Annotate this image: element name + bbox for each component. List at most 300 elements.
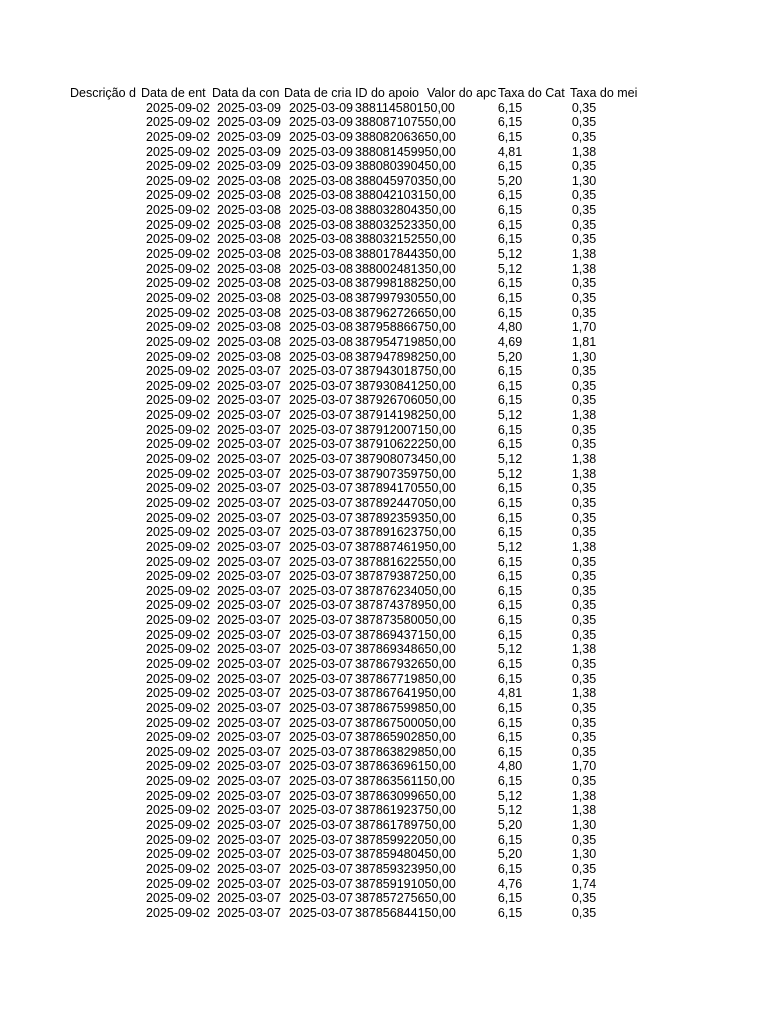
cell-taxa-meio[interactable]: 0,35 [571, 276, 597, 291]
cell-data-entrada[interactable]: 2025-09-02 [146, 569, 210, 584]
cell-taxa-catarse[interactable]: 6,15 [497, 437, 523, 452]
cell-data-conclusao[interactable]: 2025-03-08 [217, 173, 281, 188]
cell-id-valor[interactable]: 387869348650,00 [355, 642, 456, 657]
cell-taxa-catarse[interactable]: 6,15 [497, 495, 523, 510]
cell-taxa-meio[interactable]: 0,35 [571, 700, 597, 715]
cell-taxa-meio[interactable]: 0,35 [571, 656, 597, 671]
cell-id-valor[interactable]: 387894170550,00 [355, 481, 456, 496]
cell-taxa-catarse[interactable]: 6,15 [497, 115, 523, 130]
cell-data-criacao[interactable]: 2025-03-07 [289, 554, 353, 569]
cell-data-conclusao[interactable]: 2025-03-07 [217, 408, 281, 423]
cell-taxa-meio[interactable]: 0,35 [571, 393, 597, 408]
cell-id-valor[interactable]: 388087107550,00 [355, 115, 456, 130]
cell-id-valor[interactable]: 387857275650,00 [355, 891, 456, 906]
cell-id-valor[interactable]: 387869437150,00 [355, 627, 456, 642]
cell-taxa-meio[interactable]: 1,81 [571, 334, 597, 349]
cell-data-criacao[interactable]: 2025-03-07 [289, 393, 353, 408]
cell-data-criacao[interactable]: 2025-03-07 [289, 481, 353, 496]
cell-data-conclusao[interactable]: 2025-03-08 [217, 232, 281, 247]
cell-taxa-catarse[interactable]: 6,15 [497, 744, 523, 759]
cell-id-valor[interactable]: 387867500050,00 [355, 715, 456, 730]
cell-data-entrada[interactable]: 2025-09-02 [146, 818, 210, 833]
cell-data-entrada[interactable]: 2025-09-02 [146, 115, 210, 130]
cell-data-conclusao[interactable]: 2025-03-08 [217, 188, 281, 203]
cell-taxa-meio[interactable]: 0,35 [571, 774, 597, 789]
cell-data-entrada[interactable]: 2025-09-02 [146, 510, 210, 525]
cell-data-criacao[interactable]: 2025-03-07 [289, 671, 353, 686]
cell-data-criacao[interactable]: 2025-03-07 [289, 627, 353, 642]
cell-data-conclusao[interactable]: 2025-03-07 [217, 891, 281, 906]
cell-data-criacao[interactable]: 2025-03-08 [289, 290, 353, 305]
cell-data-conclusao[interactable]: 2025-03-07 [217, 437, 281, 452]
cell-data-criacao[interactable]: 2025-03-07 [289, 364, 353, 379]
cell-id-valor[interactable]: 387997930550,00 [355, 290, 456, 305]
cell-data-conclusao[interactable]: 2025-03-07 [217, 525, 281, 540]
cell-data-entrada[interactable]: 2025-09-02 [146, 525, 210, 540]
cell-id-valor[interactable]: 387914198250,00 [355, 408, 456, 423]
cell-data-entrada[interactable]: 2025-09-02 [146, 583, 210, 598]
cell-taxa-meio[interactable]: 0,35 [571, 715, 597, 730]
cell-taxa-catarse[interactable]: 5,20 [497, 847, 523, 862]
cell-data-conclusao[interactable]: 2025-03-07 [217, 905, 281, 920]
cell-data-criacao[interactable]: 2025-03-07 [289, 730, 353, 745]
cell-data-criacao[interactable]: 2025-03-08 [289, 334, 353, 349]
cell-id-valor[interactable]: 387859191050,00 [355, 876, 456, 891]
cell-data-entrada[interactable]: 2025-09-02 [146, 744, 210, 759]
cell-data-entrada[interactable]: 2025-09-02 [146, 554, 210, 569]
cell-taxa-catarse[interactable]: 6,15 [497, 203, 523, 218]
cell-data-entrada[interactable]: 2025-09-02 [146, 656, 210, 671]
cell-id-valor[interactable]: 388081459950,00 [355, 144, 456, 159]
cell-taxa-catarse[interactable]: 4,81 [497, 144, 523, 159]
header-valor-apoio[interactable]: Valor do apc [427, 86, 497, 100]
cell-taxa-catarse[interactable]: 6,15 [497, 364, 523, 379]
cell-taxa-catarse[interactable]: 6,15 [497, 905, 523, 920]
cell-data-criacao[interactable]: 2025-03-08 [289, 305, 353, 320]
cell-data-criacao[interactable]: 2025-03-07 [289, 525, 353, 540]
cell-data-conclusao[interactable]: 2025-03-07 [217, 876, 281, 891]
cell-data-conclusao[interactable]: 2025-03-07 [217, 627, 281, 642]
cell-id-valor[interactable]: 387876234050,00 [355, 583, 456, 598]
cell-data-conclusao[interactable]: 2025-03-07 [217, 818, 281, 833]
cell-taxa-catarse[interactable]: 4,81 [497, 686, 523, 701]
cell-taxa-catarse[interactable]: 6,15 [497, 129, 523, 144]
cell-data-entrada[interactable]: 2025-09-02 [146, 730, 210, 745]
cell-taxa-catarse[interactable]: 6,15 [497, 832, 523, 847]
cell-taxa-meio[interactable]: 1,30 [571, 173, 597, 188]
cell-data-entrada[interactable]: 2025-09-02 [146, 642, 210, 657]
cell-id-valor[interactable]: 388082063650,00 [355, 129, 456, 144]
cell-id-valor[interactable]: 388002481350,00 [355, 261, 456, 276]
cell-taxa-catarse[interactable]: 6,15 [497, 510, 523, 525]
cell-taxa-catarse[interactable]: 5,12 [497, 408, 523, 423]
cell-taxa-catarse[interactable]: 5,12 [497, 466, 523, 481]
cell-taxa-meio[interactable]: 0,35 [571, 744, 597, 759]
cell-data-entrada[interactable]: 2025-09-02 [146, 232, 210, 247]
cell-taxa-meio[interactable]: 1,38 [571, 408, 597, 423]
cell-taxa-catarse[interactable]: 4,80 [497, 320, 523, 335]
cell-id-valor[interactable]: 387892447050,00 [355, 495, 456, 510]
cell-taxa-catarse[interactable]: 6,15 [497, 700, 523, 715]
cell-id-valor[interactable]: 387867599850,00 [355, 700, 456, 715]
cell-taxa-meio[interactable]: 0,35 [571, 510, 597, 525]
cell-data-conclusao[interactable]: 2025-03-08 [217, 320, 281, 335]
cell-taxa-catarse[interactable]: 6,15 [497, 481, 523, 496]
cell-data-conclusao[interactable]: 2025-03-08 [217, 334, 281, 349]
cell-data-conclusao[interactable]: 2025-03-08 [217, 305, 281, 320]
cell-taxa-meio[interactable]: 0,35 [571, 569, 597, 584]
cell-data-conclusao[interactable]: 2025-03-07 [217, 510, 281, 525]
cell-id-valor[interactable]: 387879387250,00 [355, 569, 456, 584]
cell-taxa-meio[interactable]: 0,35 [571, 861, 597, 876]
cell-id-valor[interactable]: 387867932650,00 [355, 656, 456, 671]
cell-data-conclusao[interactable]: 2025-03-09 [217, 115, 281, 130]
cell-id-valor[interactable]: 387863829850,00 [355, 744, 456, 759]
cell-taxa-catarse[interactable]: 5,12 [497, 803, 523, 818]
cell-taxa-catarse[interactable]: 6,15 [497, 393, 523, 408]
cell-taxa-meio[interactable]: 1,38 [571, 452, 597, 467]
cell-taxa-meio[interactable]: 0,35 [571, 583, 597, 598]
cell-data-entrada[interactable]: 2025-09-02 [146, 173, 210, 188]
cell-id-valor[interactable]: 387910622250,00 [355, 437, 456, 452]
cell-data-criacao[interactable]: 2025-03-08 [289, 276, 353, 291]
cell-data-entrada[interactable]: 2025-09-02 [146, 144, 210, 159]
cell-data-entrada[interactable]: 2025-09-02 [146, 539, 210, 554]
cell-id-valor[interactable]: 387887461950,00 [355, 539, 456, 554]
cell-taxa-catarse[interactable]: 5,12 [497, 788, 523, 803]
cell-data-entrada[interactable]: 2025-09-02 [146, 100, 210, 115]
cell-id-valor[interactable]: 388080390450,00 [355, 159, 456, 174]
cell-id-valor[interactable]: 387863696150,00 [355, 759, 456, 774]
cell-data-criacao[interactable]: 2025-03-07 [289, 686, 353, 701]
cell-id-valor[interactable]: 387859323950,00 [355, 861, 456, 876]
cell-data-criacao[interactable]: 2025-03-07 [289, 539, 353, 554]
cell-id-valor[interactable]: 387943018750,00 [355, 364, 456, 379]
cell-id-valor[interactable]: 387859922050,00 [355, 832, 456, 847]
cell-id-valor[interactable]: 388032152550,00 [355, 232, 456, 247]
cell-data-criacao[interactable]: 2025-03-08 [289, 261, 353, 276]
cell-taxa-catarse[interactable]: 5,12 [497, 452, 523, 467]
cell-data-entrada[interactable]: 2025-09-02 [146, 247, 210, 262]
cell-data-entrada[interactable]: 2025-09-02 [146, 334, 210, 349]
cell-data-entrada[interactable]: 2025-09-02 [146, 129, 210, 144]
cell-id-valor[interactable]: 387881622550,00 [355, 554, 456, 569]
cell-data-criacao[interactable]: 2025-03-07 [289, 905, 353, 920]
cell-data-conclusao[interactable]: 2025-03-07 [217, 744, 281, 759]
cell-taxa-catarse[interactable]: 6,15 [497, 730, 523, 745]
cell-data-entrada[interactable]: 2025-09-02 [146, 686, 210, 701]
cell-id-valor[interactable]: 388114580150,00 [355, 100, 455, 115]
cell-id-valor[interactable]: 387874378950,00 [355, 598, 456, 613]
cell-data-criacao[interactable]: 2025-03-09 [289, 159, 353, 174]
cell-taxa-catarse[interactable]: 5,20 [497, 349, 523, 364]
cell-data-entrada[interactable]: 2025-09-02 [146, 188, 210, 203]
cell-data-entrada[interactable]: 2025-09-02 [146, 759, 210, 774]
cell-id-valor[interactable]: 387865902850,00 [355, 730, 456, 745]
cell-taxa-catarse[interactable]: 5,20 [497, 173, 523, 188]
cell-taxa-catarse[interactable]: 6,15 [497, 671, 523, 686]
cell-taxa-meio[interactable]: 0,35 [571, 730, 597, 745]
cell-taxa-catarse[interactable]: 6,15 [497, 305, 523, 320]
cell-data-conclusao[interactable]: 2025-03-08 [217, 261, 281, 276]
cell-data-criacao[interactable]: 2025-03-09 [289, 100, 353, 115]
cell-data-conclusao[interactable]: 2025-03-07 [217, 598, 281, 613]
cell-taxa-meio[interactable]: 1,38 [571, 788, 597, 803]
cell-taxa-catarse[interactable]: 5,12 [497, 642, 523, 657]
header-data-conclusao[interactable]: Data da con [212, 86, 280, 100]
cell-taxa-meio[interactable]: 1,38 [571, 642, 597, 657]
cell-data-entrada[interactable]: 2025-09-02 [146, 305, 210, 320]
cell-taxa-meio[interactable]: 0,35 [571, 671, 597, 686]
cell-id-valor[interactable]: 387867641950,00 [355, 686, 456, 701]
cell-id-valor[interactable]: 387859480450,00 [355, 847, 456, 862]
cell-id-valor[interactable]: 387962726650,00 [355, 305, 456, 320]
cell-taxa-catarse[interactable]: 5,12 [497, 261, 523, 276]
cell-data-conclusao[interactable]: 2025-03-07 [217, 861, 281, 876]
cell-data-criacao[interactable]: 2025-03-07 [289, 700, 353, 715]
cell-taxa-catarse[interactable]: 6,15 [497, 656, 523, 671]
cell-taxa-meio[interactable]: 0,35 [571, 627, 597, 642]
cell-data-conclusao[interactable]: 2025-03-07 [217, 832, 281, 847]
cell-id-valor[interactable]: 387907359750,00 [355, 466, 456, 481]
cell-data-criacao[interactable]: 2025-03-08 [289, 232, 353, 247]
cell-data-entrada[interactable]: 2025-09-02 [146, 261, 210, 276]
cell-id-valor[interactable]: 387867719850,00 [355, 671, 456, 686]
cell-data-entrada[interactable]: 2025-09-02 [146, 422, 210, 437]
cell-taxa-catarse[interactable]: 4,69 [497, 334, 523, 349]
cell-taxa-meio[interactable]: 0,35 [571, 598, 597, 613]
cell-taxa-meio[interactable]: 0,35 [571, 495, 597, 510]
cell-data-criacao[interactable]: 2025-03-08 [289, 349, 353, 364]
cell-taxa-meio[interactable]: 0,35 [571, 422, 597, 437]
cell-taxa-catarse[interactable]: 5,20 [497, 818, 523, 833]
cell-taxa-meio[interactable]: 0,35 [571, 613, 597, 628]
cell-data-criacao[interactable]: 2025-03-07 [289, 378, 353, 393]
cell-id-valor[interactable]: 388032523350,00 [355, 217, 456, 232]
cell-data-conclusao[interactable]: 2025-03-07 [217, 364, 281, 379]
cell-data-criacao[interactable]: 2025-03-09 [289, 115, 353, 130]
cell-data-criacao[interactable]: 2025-03-07 [289, 847, 353, 862]
cell-data-conclusao[interactable]: 2025-03-09 [217, 100, 281, 115]
cell-data-criacao[interactable]: 2025-03-08 [289, 203, 353, 218]
cell-taxa-meio[interactable]: 0,35 [571, 100, 597, 115]
cell-taxa-meio[interactable]: 0,35 [571, 305, 597, 320]
cell-data-conclusao[interactable]: 2025-03-07 [217, 613, 281, 628]
cell-id-valor[interactable]: 387863561150,00 [355, 774, 455, 789]
cell-id-valor[interactable]: 387863099650,00 [355, 788, 456, 803]
cell-data-conclusao[interactable]: 2025-03-09 [217, 159, 281, 174]
cell-data-conclusao[interactable]: 2025-03-07 [217, 378, 281, 393]
cell-data-conclusao[interactable]: 2025-03-07 [217, 656, 281, 671]
cell-data-conclusao[interactable]: 2025-03-07 [217, 803, 281, 818]
cell-taxa-meio[interactable]: 1,38 [571, 803, 597, 818]
cell-data-conclusao[interactable]: 2025-03-08 [217, 247, 281, 262]
cell-taxa-meio[interactable]: 1,38 [571, 686, 597, 701]
cell-id-valor[interactable]: 387892359350,00 [355, 510, 456, 525]
cell-taxa-meio[interactable]: 0,35 [571, 115, 597, 130]
cell-data-conclusao[interactable]: 2025-03-08 [217, 349, 281, 364]
cell-taxa-catarse[interactable]: 5,12 [497, 247, 523, 262]
cell-taxa-meio[interactable]: 1,38 [571, 261, 597, 276]
cell-id-valor[interactable]: 387947898250,00 [355, 349, 456, 364]
cell-data-entrada[interactable]: 2025-09-02 [146, 715, 210, 730]
header-taxa-meio[interactable]: Taxa do mei [570, 86, 638, 100]
cell-data-conclusao[interactable]: 2025-03-07 [217, 481, 281, 496]
cell-data-entrada[interactable]: 2025-09-02 [146, 627, 210, 642]
cell-data-entrada[interactable]: 2025-09-02 [146, 159, 210, 174]
cell-data-entrada[interactable]: 2025-09-02 [146, 613, 210, 628]
cell-data-criacao[interactable]: 2025-03-07 [289, 510, 353, 525]
cell-taxa-meio[interactable]: 0,35 [571, 232, 597, 247]
cell-data-conclusao[interactable]: 2025-03-07 [217, 759, 281, 774]
cell-taxa-catarse[interactable]: 6,15 [497, 232, 523, 247]
cell-taxa-catarse[interactable]: 4,76 [497, 876, 523, 891]
cell-taxa-meio[interactable]: 0,35 [571, 203, 597, 218]
header-id-apoio[interactable]: ID do apoio [355, 86, 419, 100]
cell-data-criacao[interactable]: 2025-03-07 [289, 818, 353, 833]
cell-taxa-meio[interactable]: 1,38 [571, 144, 597, 159]
cell-taxa-catarse[interactable]: 6,15 [497, 715, 523, 730]
cell-taxa-catarse[interactable]: 6,15 [497, 159, 523, 174]
cell-data-entrada[interactable]: 2025-09-02 [146, 788, 210, 803]
header-descricao[interactable]: Descrição d [70, 86, 136, 100]
cell-data-entrada[interactable]: 2025-09-02 [146, 861, 210, 876]
cell-data-entrada[interactable]: 2025-09-02 [146, 437, 210, 452]
cell-taxa-catarse[interactable]: 6,15 [497, 569, 523, 584]
cell-data-entrada[interactable]: 2025-09-02 [146, 320, 210, 335]
cell-data-entrada[interactable]: 2025-09-02 [146, 217, 210, 232]
cell-data-criacao[interactable]: 2025-03-08 [289, 188, 353, 203]
cell-taxa-catarse[interactable]: 6,15 [497, 774, 523, 789]
cell-taxa-meio[interactable]: 1,38 [571, 539, 597, 554]
cell-id-valor[interactable]: 387873580050,00 [355, 613, 456, 628]
cell-taxa-catarse[interactable]: 6,15 [497, 378, 523, 393]
cell-data-conclusao[interactable]: 2025-03-07 [217, 495, 281, 510]
cell-taxa-catarse[interactable]: 5,12 [497, 539, 523, 554]
cell-taxa-meio[interactable]: 0,35 [571, 129, 597, 144]
cell-data-conclusao[interactable]: 2025-03-07 [217, 730, 281, 745]
cell-taxa-meio[interactable]: 0,35 [571, 554, 597, 569]
cell-data-criacao[interactable]: 2025-03-08 [289, 320, 353, 335]
cell-id-valor[interactable]: 387912007150,00 [355, 422, 456, 437]
cell-data-criacao[interactable]: 2025-03-07 [289, 613, 353, 628]
header-data-criacao[interactable]: Data de cria [284, 86, 352, 100]
cell-id-valor[interactable]: 387998188250,00 [355, 276, 456, 291]
cell-taxa-meio[interactable]: 0,35 [571, 437, 597, 452]
cell-taxa-meio[interactable]: 0,35 [571, 832, 597, 847]
cell-data-entrada[interactable]: 2025-09-02 [146, 876, 210, 891]
cell-taxa-meio[interactable]: 0,35 [571, 905, 597, 920]
cell-id-valor[interactable]: 387861923750,00 [355, 803, 456, 818]
cell-taxa-catarse[interactable]: 6,15 [497, 100, 523, 115]
cell-data-criacao[interactable]: 2025-03-09 [289, 129, 353, 144]
cell-taxa-meio[interactable]: 0,35 [571, 378, 597, 393]
header-data-entrada[interactable]: Data de ent [141, 86, 206, 100]
cell-taxa-meio[interactable]: 0,35 [571, 481, 597, 496]
cell-data-criacao[interactable]: 2025-03-07 [289, 598, 353, 613]
cell-data-conclusao[interactable]: 2025-03-07 [217, 671, 281, 686]
cell-data-entrada[interactable]: 2025-09-02 [146, 847, 210, 862]
cell-data-criacao[interactable]: 2025-03-09 [289, 144, 353, 159]
cell-data-entrada[interactable]: 2025-09-02 [146, 408, 210, 423]
cell-data-criacao[interactable]: 2025-03-07 [289, 861, 353, 876]
cell-id-valor[interactable]: 387958866750,00 [355, 320, 456, 335]
cell-id-valor[interactable]: 387856844150,00 [355, 905, 456, 920]
cell-data-conclusao[interactable]: 2025-03-08 [217, 290, 281, 305]
cell-taxa-meio[interactable]: 1,38 [571, 466, 597, 481]
cell-data-criacao[interactable]: 2025-03-07 [289, 422, 353, 437]
cell-data-criacao[interactable]: 2025-03-07 [289, 876, 353, 891]
cell-data-entrada[interactable]: 2025-09-02 [146, 774, 210, 789]
cell-data-entrada[interactable]: 2025-09-02 [146, 905, 210, 920]
cell-data-conclusao[interactable]: 2025-03-07 [217, 700, 281, 715]
cell-taxa-catarse[interactable]: 6,15 [497, 188, 523, 203]
cell-data-conclusao[interactable]: 2025-03-07 [217, 642, 281, 657]
cell-data-criacao[interactable]: 2025-03-08 [289, 247, 353, 262]
cell-taxa-catarse[interactable]: 6,15 [497, 276, 523, 291]
cell-taxa-catarse[interactable]: 4,80 [497, 759, 523, 774]
cell-data-entrada[interactable]: 2025-09-02 [146, 700, 210, 715]
cell-taxa-meio[interactable]: 0,35 [571, 364, 597, 379]
cell-data-criacao[interactable]: 2025-03-07 [289, 656, 353, 671]
cell-data-entrada[interactable]: 2025-09-02 [146, 203, 210, 218]
cell-taxa-meio[interactable]: 1,38 [571, 247, 597, 262]
cell-data-conclusao[interactable]: 2025-03-07 [217, 554, 281, 569]
cell-data-conclusao[interactable]: 2025-03-07 [217, 788, 281, 803]
cell-taxa-meio[interactable]: 0,35 [571, 217, 597, 232]
cell-id-valor[interactable]: 387861789750,00 [355, 818, 456, 833]
cell-taxa-catarse[interactable]: 6,15 [497, 290, 523, 305]
cell-data-conclusao[interactable]: 2025-03-08 [217, 203, 281, 218]
cell-data-entrada[interactable]: 2025-09-02 [146, 803, 210, 818]
cell-data-entrada[interactable]: 2025-09-02 [146, 481, 210, 496]
cell-id-valor[interactable]: 387908073450,00 [355, 452, 456, 467]
cell-data-entrada[interactable]: 2025-09-02 [146, 832, 210, 847]
cell-data-criacao[interactable]: 2025-03-07 [289, 437, 353, 452]
cell-id-valor[interactable]: 387930841250,00 [355, 378, 456, 393]
cell-taxa-catarse[interactable]: 6,15 [497, 627, 523, 642]
cell-id-valor[interactable]: 388017844350,00 [355, 247, 456, 262]
cell-taxa-catarse[interactable]: 6,15 [497, 861, 523, 876]
cell-data-criacao[interactable]: 2025-03-07 [289, 569, 353, 584]
cell-taxa-meio[interactable]: 1,30 [571, 847, 597, 862]
cell-taxa-catarse[interactable]: 6,15 [497, 217, 523, 232]
cell-data-criacao[interactable]: 2025-03-07 [289, 744, 353, 759]
cell-taxa-meio[interactable]: 0,35 [571, 159, 597, 174]
cell-data-conclusao[interactable]: 2025-03-07 [217, 393, 281, 408]
cell-data-criacao[interactable]: 2025-03-07 [289, 583, 353, 598]
cell-data-entrada[interactable]: 2025-09-02 [146, 598, 210, 613]
cell-taxa-meio[interactable]: 1,70 [571, 320, 597, 335]
cell-data-entrada[interactable]: 2025-09-02 [146, 891, 210, 906]
cell-taxa-catarse[interactable]: 6,15 [497, 554, 523, 569]
cell-id-valor[interactable]: 387926706050,00 [355, 393, 456, 408]
cell-data-conclusao[interactable]: 2025-03-08 [217, 217, 281, 232]
cell-id-valor[interactable]: 388032804350,00 [355, 203, 456, 218]
cell-data-criacao[interactable]: 2025-03-07 [289, 832, 353, 847]
cell-data-conclusao[interactable]: 2025-03-07 [217, 686, 281, 701]
cell-data-criacao[interactable]: 2025-03-07 [289, 803, 353, 818]
cell-taxa-meio[interactable]: 0,35 [571, 290, 597, 305]
cell-id-valor[interactable]: 388042103150,00 [355, 188, 456, 203]
cell-data-criacao[interactable]: 2025-03-07 [289, 715, 353, 730]
cell-taxa-meio[interactable]: 1,74 [571, 876, 597, 891]
cell-data-criacao[interactable]: 2025-03-07 [289, 495, 353, 510]
cell-data-conclusao[interactable]: 2025-03-07 [217, 466, 281, 481]
cell-data-conclusao[interactable]: 2025-03-07 [217, 539, 281, 554]
cell-taxa-catarse[interactable]: 6,15 [497, 422, 523, 437]
cell-data-conclusao[interactable]: 2025-03-07 [217, 847, 281, 862]
